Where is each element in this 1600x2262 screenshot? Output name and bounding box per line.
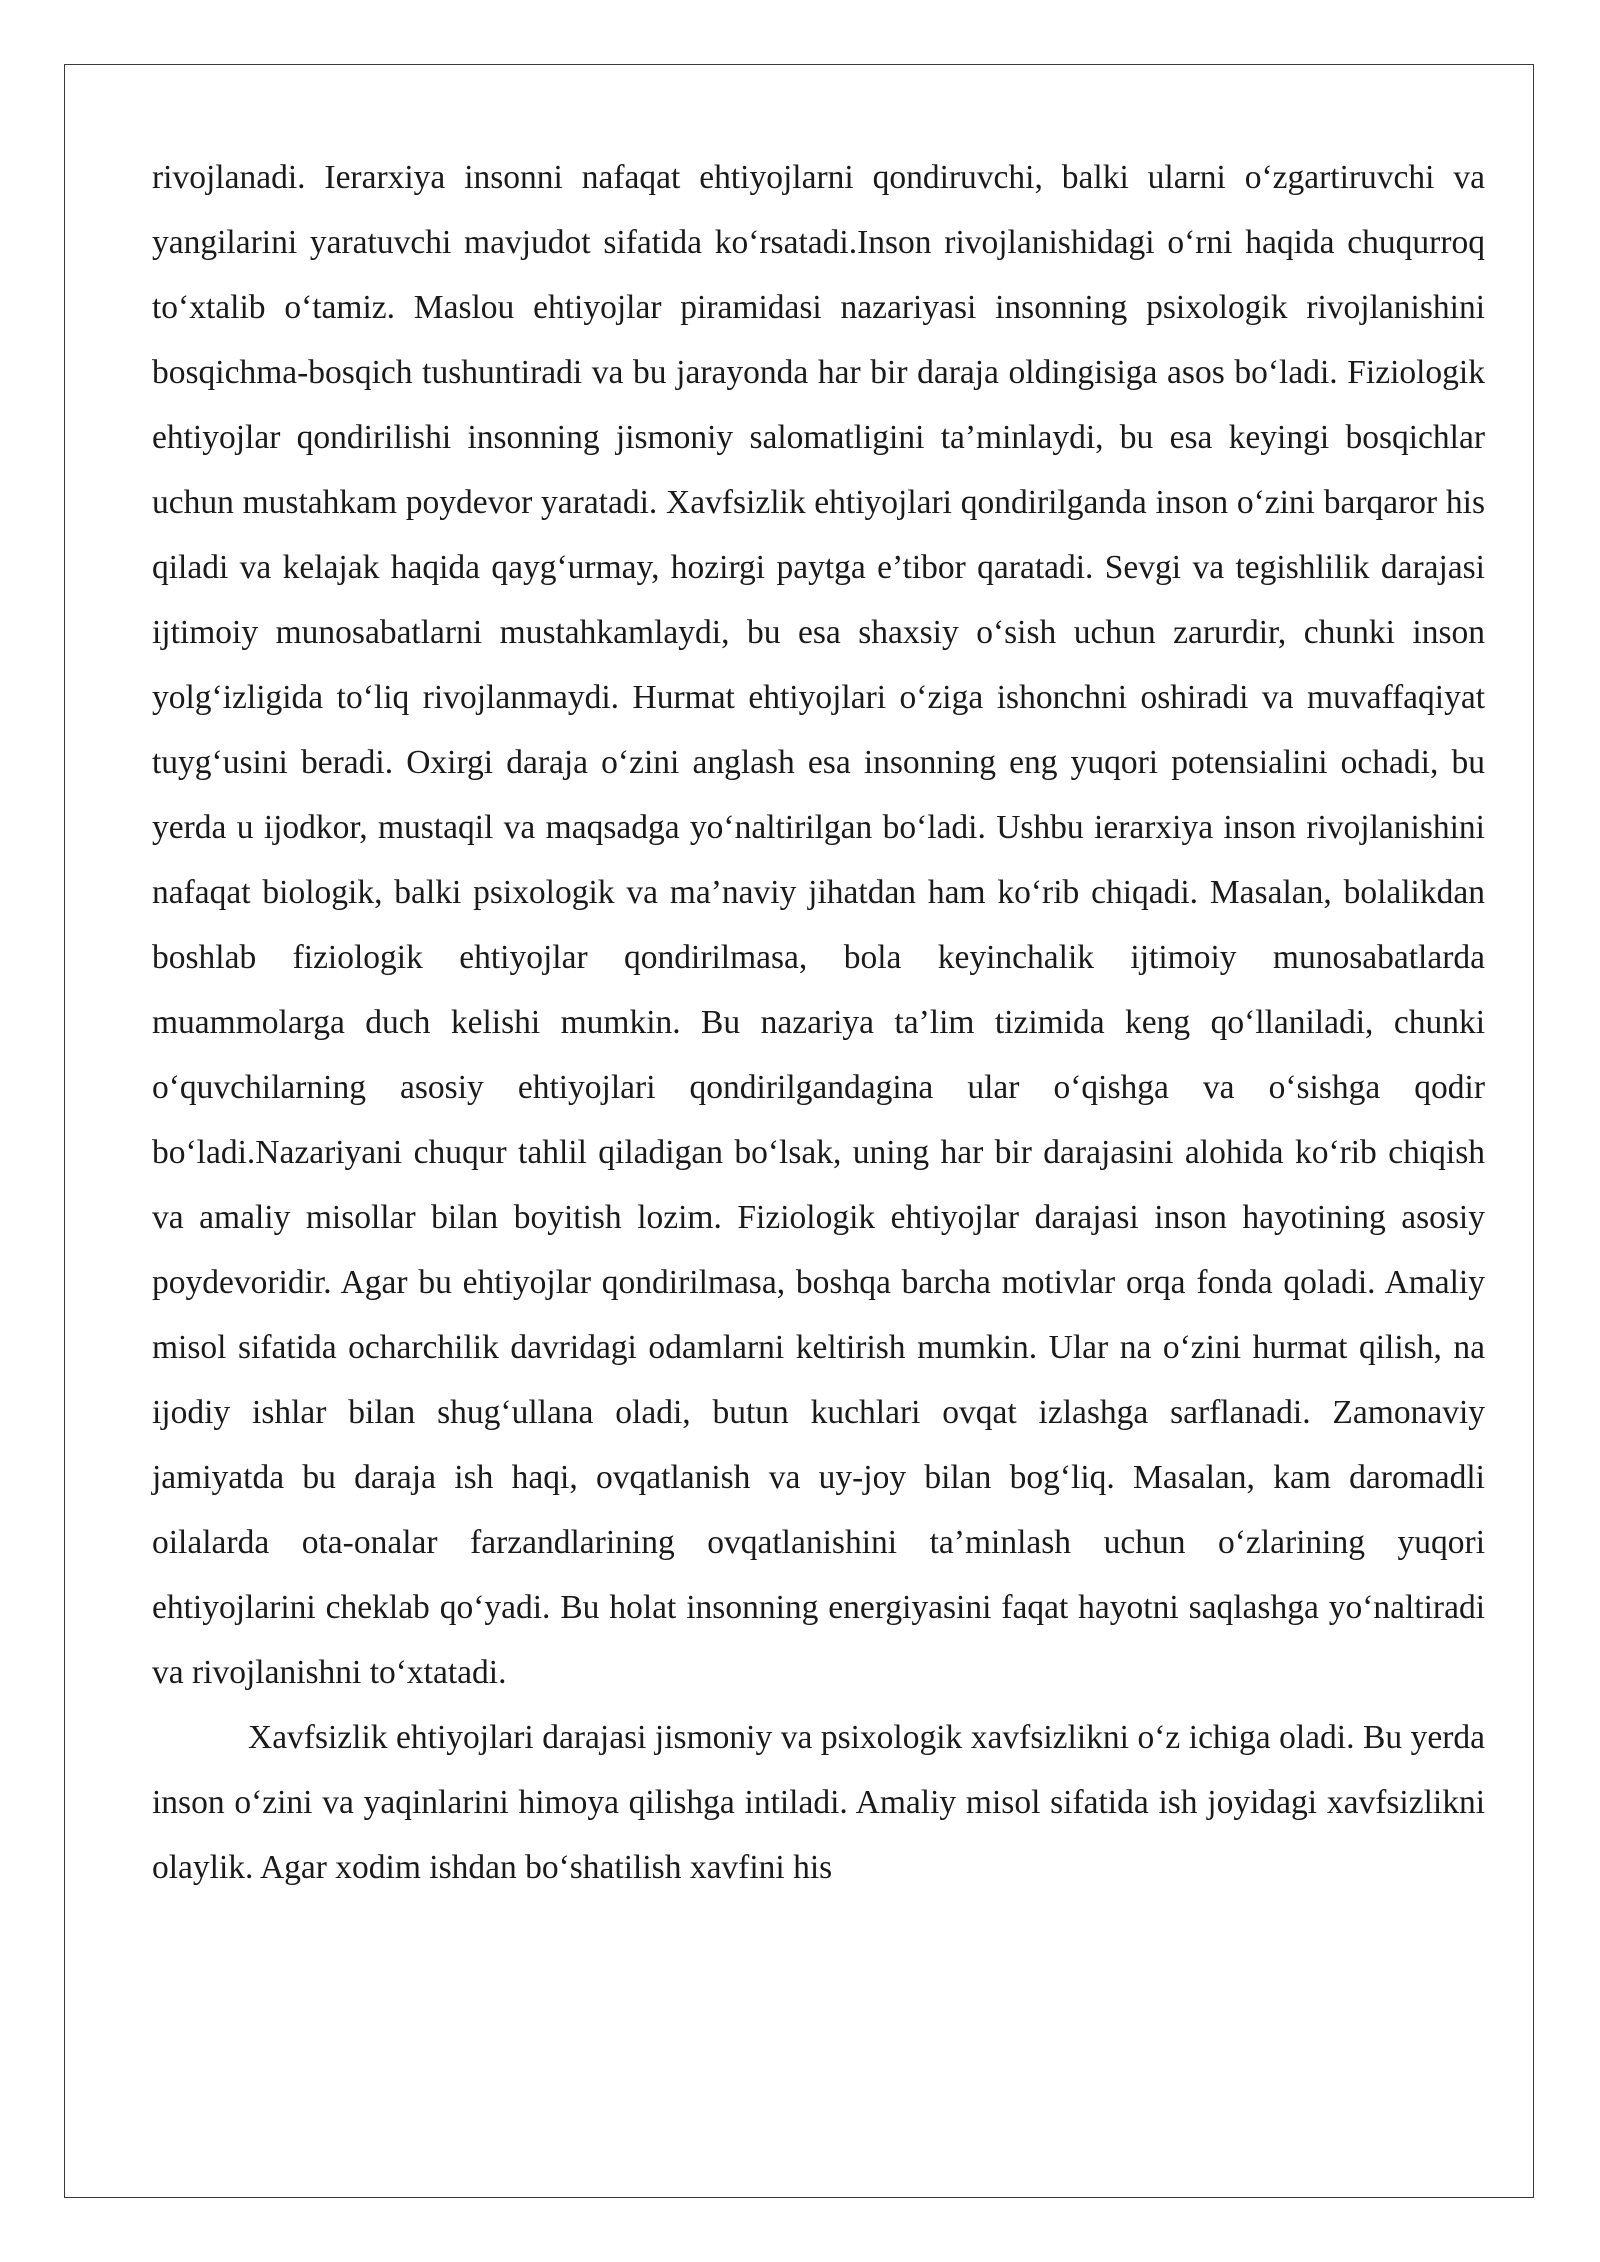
paragraph-1: rivojlanadi. Ierarxiya insonni nafaqat ehtiyojlarni qondiruvchi, balki ularni o‘zgartiruvchi va yangilarini yaratuvchi mavjudot sifatida ko‘rsatadi.Inson rivojlanishidagi o‘rni haqida chuqurroq to‘xtalib o‘tamiz. Maslou ehtiyojlar piramidasi nazariyasi insonning psixologik rivojlanishini bosqichma-bosqich tushuntiradi va bu jarayonda har bir daraja oldingisiga asos bo‘ladi. Fiziologik ehtiyojlar qondirilishi insonning jismoniy salomatligini ta’minlaydi, bu esa keyingi bosqichlar uchun mustahkam poydevor yaratadi. Xavfsizlik ehtiyojlari qondirilganda inson o‘zini barqaror his qiladi va kelajak haqida qayg‘urmay, hozirgi paytga e’tibor qaratadi. Sevgi va tegishlilik darajasi ijtimoiy munosabatlarni mustahkamlaydi, bu esa shaxsiy o‘sish uchun zarurdir, chunki inson yolg‘izligida to‘liq rivojlanmaydi. Hurmat ehtiyojlari o‘ziga ishonchni oshiradi va muvaffaqiyat tuyg‘usini beradi. Oxirgi daraja o‘zini anglash esa insonning eng yuqori potensialini ochadi, bu yerda u ijodkor, mustaqil va maqsadga yo‘naltirilgan bo‘ladi. Ushbu ierarxiya inson rivojlanishini nafaqat biologik, balki psixologik va ma’naviy jihatdan ham ko‘rib chiqadi. Masalan, bolalikdan boshlab fiziologik ehtiyojlar qondirilmasa, bola keyinchalik ijtimoiy munosabatlarda muammolarga duch kelishi mumkin. Bu nazariya ta’lim tizimida keng qo‘llaniladi, chunki o‘quvchilarning asosiy ehtiyojlari qondirilgandagina ular o‘qishga va o‘sishga qodir bo‘ladi.Nazariyani chuqur tahlil qiladigan bo‘lsak, uning har bir darajasini alohida ko‘rib chiqish va amaliy misollar bilan boyitish lozim. Fiziologik ehtiyojlar darajasi inson hayotining asosiy poydevoridir. Agar bu ehtiyojlar qondirilmasa, boshqa barcha motivlar orqa fonda qoladi. Amaliy misol sifatida ocharchilik davridagi odamlarni keltirish mumkin. Ular na o‘zini hurmat qilish, na ijodiy ishlar bilan shug‘ullana oladi, butun kuchlari ovqat izlashga sarflanadi. Zamonaviy jamiyatda bu daraja ish haqi, ovqatlanish va uy-joy bilan bog‘liq. Masalan, kam daromadli oilalarda ota-onalar farzandlarining ovqatlanishini ta’minlash uchun o‘zlarining yuqori ehtiyojlarini cheklab qo‘yadi. Bu holat insonning energiyasini faqat hayotni saqlashga yo‘naltiradi va rivojlanishni to‘xtatadi. — [152, 159, 1485, 1691]
document-body — [152, 145, 1485, 1900]
paragraph-2: Xavfsizlik ehtiyojlari darajasi jismoniy va psixologik xavfsizlikni o‘z ichiga oladi. Bu yerda inson o‘zini va yaqinlarini himoya qilishga intiladi. Amaliy misol sifatida ish joyidagi xavfsizlikni olaylik. Agar xodim ishdan bo‘shatilish xavfini his — [152, 1719, 1485, 1886]
